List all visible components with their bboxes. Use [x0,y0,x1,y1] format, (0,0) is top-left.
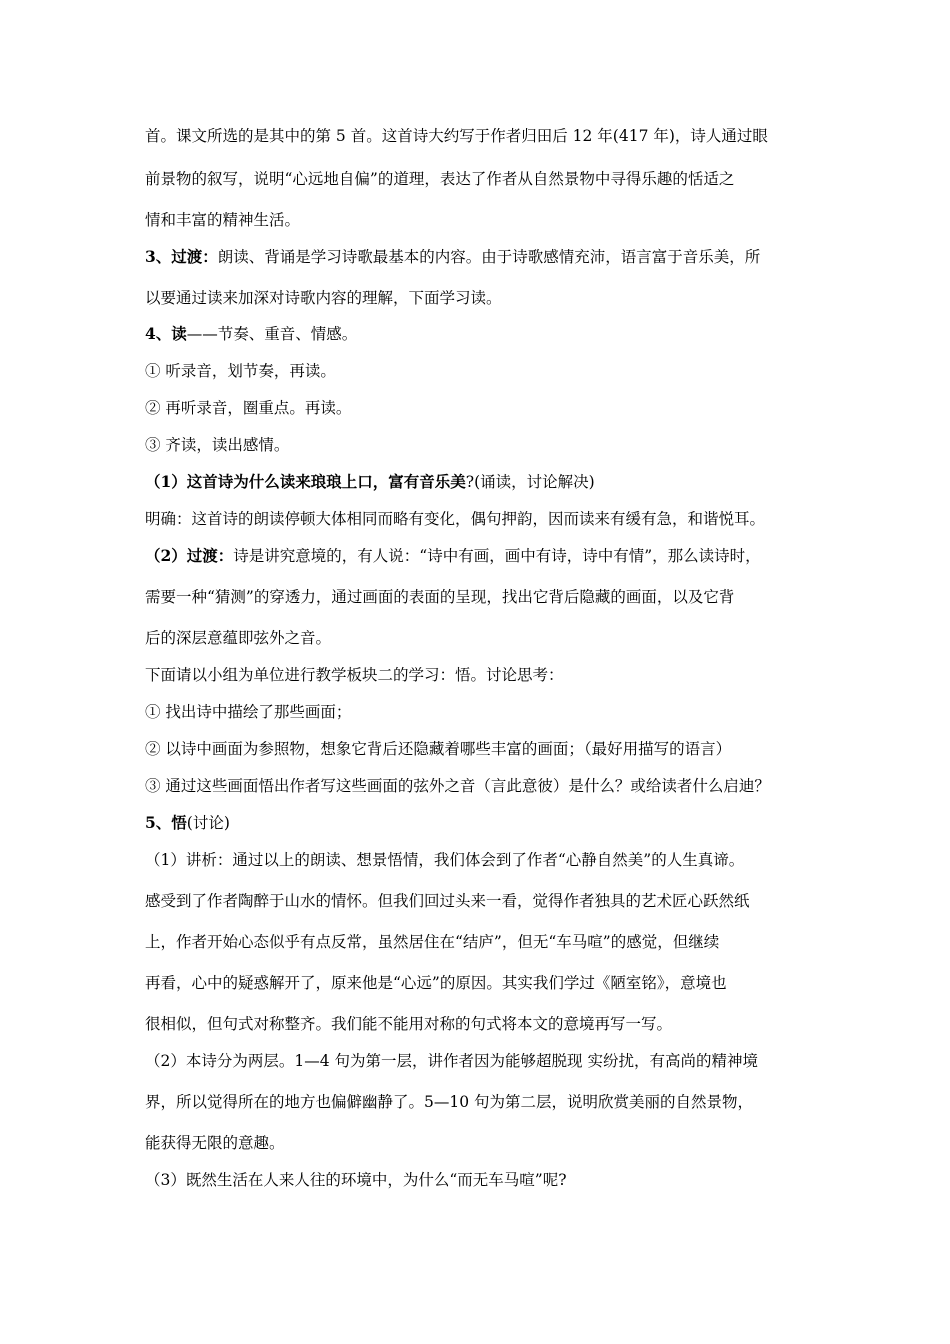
section-heading-line [145,813,825,833]
list-item: ① 找出诗中描绘了那些画面； [145,703,352,721]
paragraph-line: 以要通过读来加深对诗歌内容的理解，下面学习读。 [145,289,502,307]
question-line [145,472,825,492]
section-heading-line [145,324,825,344]
section-text: 朗读、背诵是学习诗歌最基本的内容。由于诗歌感情充沛，语言富于音乐美，所 [217,248,761,266]
section-heading: （2）过渡： [145,546,234,565]
list-item: ③ 通过这些画面悟出作者写这些画面的弦外之音（言此意彼）是什么？或给读者什么启迪？ [145,777,770,795]
paragraph-line: 明确：这首诗的朗读停顿大体相同而略有变化，偶句押韵，因而读来有缓有急，和谐悦耳。 [145,510,766,528]
paragraph-line: 前景物的叙写，说明“心远地自偏”的道理，表达了作者从自然景物中寻得乐趣的恬适之 [145,170,735,188]
list-item: ① 听录音，划节奏，再读。 [145,362,336,380]
list-item: ② 再听录音，圈重点。再读。 [145,399,352,417]
section-text: ——节奏、重音、情感。 [186,325,358,343]
section-heading-line [145,247,825,267]
paragraph-line: 很相似，但句式对称整齐。我们能不能用对称的句式将本文的意境再写一写。 [145,1015,673,1033]
paragraph-line: （1）讲析：通过以上的朗读、想景悟情，我们体会到了作者“心静自然美”的人生真谛。 [145,851,745,869]
paragraph-line: 后的深层意蕴即弦外之音。 [145,629,332,647]
paragraph-line: （3）既然生活在人来人往的环境中，为什么“而无车马喧”呢? [145,1171,567,1189]
section-heading-line [145,546,825,566]
section-text: (讨论) [186,814,230,832]
section-heading: 5、悟 [145,813,187,832]
paragraph-line: 下面请以小组为单位进行教学板块二的学习：悟。讨论思考： [145,666,564,684]
question-heading: （1）这首诗为什么读来琅琅上口，富有音乐美 [145,472,466,491]
paragraph-line: 需要一种“猜测”的穿透力，通过画面的表面的呈现，找出它背后隐藏的画面，以及它背 [145,588,735,606]
question-text: ?(诵读，讨论解决) [465,473,595,491]
section-heading: 3、过渡： [145,247,218,266]
list-item: ③ 齐读，读出感情。 [145,436,290,454]
paragraph-line: 情和丰富的精神生活。 [145,211,301,229]
section-text: 诗是讲究意境的，有人说：“诗中有画，画中有诗，诗中有情”，那么读诗时， [233,547,761,565]
list-item: ② 以诗中画面为参照物，想象它背后还隐藏着哪些丰富的画面；（最好用描写的语言） [145,740,732,758]
paragraph-line: 感受到了作者陶醉于山水的情怀。但我们回过头来一看，觉得作者独具的艺术匠心跃然纸 [145,892,750,910]
paragraph-line: 首。课文所选的是其中的第 5 首。这首诗大约写于作者归田后 12 年(417 年)，诗人通过眼 [145,127,768,145]
section-heading: 4、读 [145,324,187,343]
paragraph-line: （2）本诗分为两层。1—4 句为第一层，讲作者因为能够超脱现 实纷扰，有高尚的精神境 [145,1052,758,1070]
paragraph-line: 界，所以觉得所在的地方也偏僻幽静了。5—10 句为第二层，说明欣赏美丽的自然景物， [145,1093,754,1111]
paragraph-line: 上，作者开始心态似乎有点反常，虽然居住在“结庐”，但无“车马喧”的感觉，但继续 [145,933,720,951]
paragraph-line: 再看，心中的疑惑解开了，原来他是“心远”的原因。其实我们学过《陋室铭》，意境也 [145,974,727,992]
paragraph-line: 能获得无限的意趣。 [145,1134,285,1152]
